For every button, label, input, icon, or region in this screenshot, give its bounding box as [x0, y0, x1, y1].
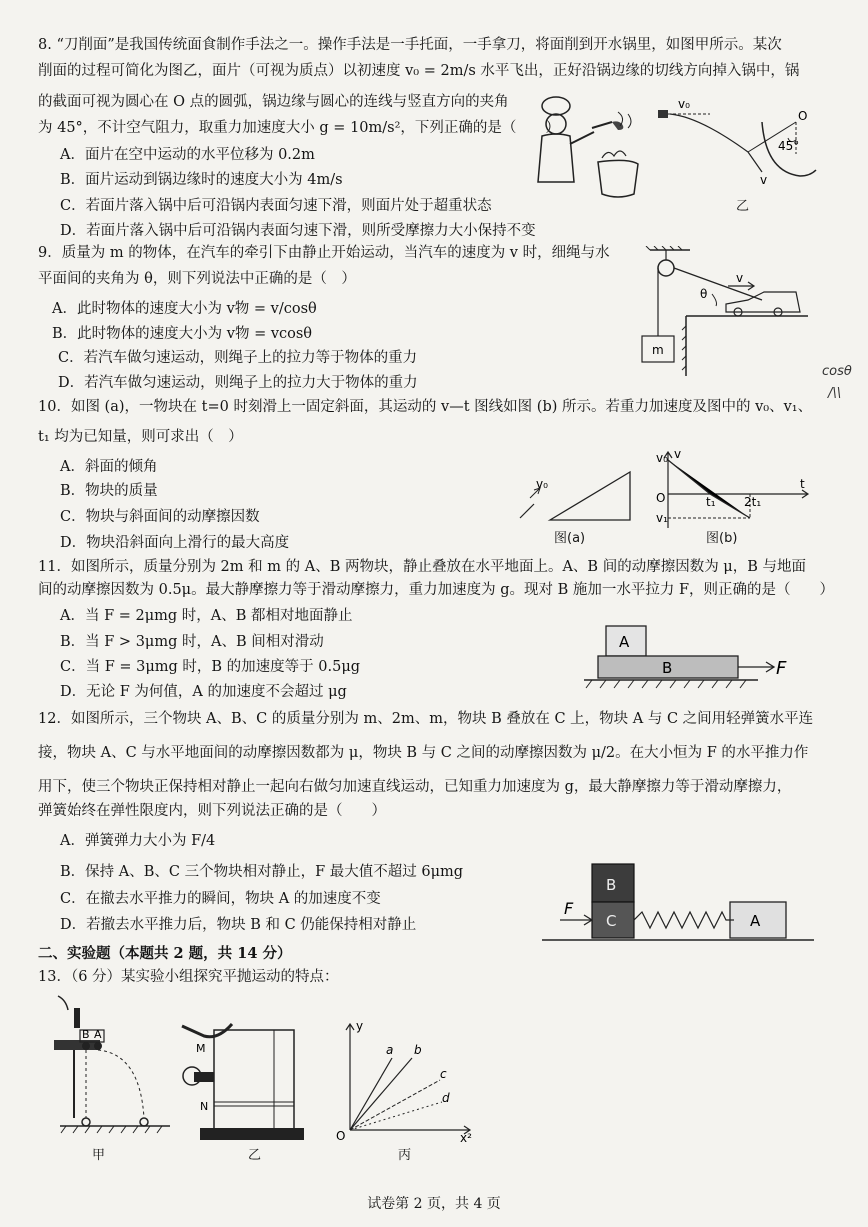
q13-caption-yi: 乙	[248, 1148, 262, 1163]
label-ball-b: B	[82, 1028, 90, 1041]
label-axis-x2: x²	[460, 1131, 472, 1144]
label-2t1: 2t₁	[744, 495, 762, 509]
label-t1: t₁	[706, 495, 716, 509]
q12-line3: 用下，使三个物块正保持相对静止一起向右做匀加速直线运动，已知重力加速度为 g，最大静摩擦力等于滑动摩擦力，	[38, 779, 792, 795]
q8-line1: 8. “刀削面”是我国传统面食制作手法之一。操作手法是一手托面，一手拿刀，将面削到开水锅里，如图甲所示。某次	[38, 37, 782, 53]
q12-option-d: D．若撤去水平推力后，物块 B 和 C 仍能保持相对静止	[60, 917, 417, 933]
label-ball-a: A	[94, 1028, 102, 1041]
label-block-b: B	[662, 659, 673, 677]
q8-caption-yi: 乙	[736, 199, 750, 214]
label-v1: v₁	[656, 511, 668, 525]
label-mass-m: m	[652, 343, 664, 357]
label-origin-bing: O	[336, 1129, 346, 1143]
label-line-c: c	[440, 1067, 447, 1081]
label-force-f: F	[776, 658, 787, 679]
q10-caption-a: 图(a)	[554, 531, 586, 546]
q12-line1: 12．如图所示，三个物块 A、B、C 的质量分别为 m、2m、m，物块 B 叠放在 C 上，物块 A 与 C 之间用轻弹簧水平连	[38, 711, 814, 727]
q8-option-a: A．面片在空中运动的水平位移为 0.2m	[60, 147, 315, 163]
q10-line2: t₁ 均为已知量，则可求出（ ）	[38, 429, 243, 445]
q10-line1: 10．如图 (a)，一物块在 t=0 时刻滑上一固定斜面，其运动的 v—t 图线如图 (b) 所示。若重力加速度及图中的 v₀、v₁、	[38, 399, 813, 415]
label-block-c12: C	[606, 912, 617, 930]
q9-line2: 平面间的夹角为 θ，则下列说法中正确的是（ ）	[38, 271, 356, 287]
label-line-a: a	[386, 1043, 394, 1057]
q8-figure-yi	[650, 92, 820, 184]
label-axis-y: y	[356, 1019, 364, 1033]
q8-line4: 为 45°，不计空气阻力，取重力加速度大小 g = 10m/s²，下列正确的是（ ）	[38, 120, 560, 136]
q10-caption-b: 图(b)	[706, 531, 738, 546]
q9-figure	[628, 246, 808, 384]
q9-option-b: B．此时物体的速度大小为 v物 = vcosθ	[52, 326, 313, 342]
label-block-b12: B	[606, 876, 617, 894]
label-n: N	[200, 1100, 209, 1113]
label-block-a: A	[619, 633, 630, 651]
q13-caption-jia: 甲	[92, 1148, 106, 1163]
q11-option-c: C．当 F = 3μmg 时，B 的加速度等于 0.5μg	[60, 659, 361, 675]
q9-option-c: C．若汽车做匀速运动，则绳子上的拉力等于物体的重力	[58, 350, 418, 366]
label-axis-v: v	[674, 448, 682, 461]
label-o: O	[798, 109, 808, 123]
label-45: 45°	[778, 139, 800, 153]
q13-figure-yi	[178, 1016, 308, 1142]
q8-line3: 的截面可视为圆心在 O 点的圆弧，锅边缘与圆心的连线与竖直方向的夹角	[38, 94, 509, 110]
q11-option-a: A．当 F = 2μmg 时，A、B 都相对地面静止	[60, 608, 353, 624]
q9-line1: 9．质量为 m 的物体，在汽车的牵引下由静止开始运动，当汽车的速度为 v 时，细绳与水	[38, 245, 610, 261]
q9-option-a: A．此时物体的速度大小为 v物 = v/cosθ	[52, 301, 317, 317]
label-force-f12: F	[564, 899, 574, 918]
label-origin: O	[656, 491, 666, 505]
q9-option-d: D．若汽车做匀速运动，则绳子上的拉力大于物体的重力	[58, 375, 418, 391]
label-fig-a-v0: v₀	[536, 477, 548, 491]
label-axis-v0: v₀	[656, 451, 668, 465]
q10-option-d: D．物块沿斜面向上滑行的最大高度	[60, 535, 290, 551]
q10-option-b: B．物块的质量	[60, 483, 158, 499]
q8-option-b: B．面片运动到锅边缘时的速度大小为 4m/s	[60, 172, 343, 188]
q10-figure-b	[648, 448, 813, 534]
section-2-heading: 二、实验题（本题共 2 题，共 14 分）	[38, 945, 292, 962]
label-v0: v₀	[678, 97, 690, 111]
q11-line1: 11．如图所示，质量分别为 2m 和 m 的 A、B 两物块，静止叠放在水平地面上。A、B 间的动摩擦因数为 μ，B 与地面	[38, 559, 806, 575]
q12-figure	[540, 858, 820, 948]
q8-line2: 削面的过程可简化为图乙，面片（可视为质点）以初速度 v₀ = 2m/s 水平飞出，正好沿锅边缘的切线方向掉入锅中，锅	[38, 63, 800, 79]
q13-caption-bing: 丙	[398, 1148, 412, 1163]
label-m: M	[196, 1042, 206, 1055]
q11-option-b: B．当 F > 3μmg 时，A、B 间相对滑动	[60, 634, 324, 650]
label-line-d: d	[442, 1091, 450, 1105]
q10-option-c: C．物块与斜面间的动摩擦因数	[60, 509, 260, 525]
q12-line2: 接，物块 A、C 与水平地面间的动摩擦因数都为 μ，物块 B 与 C 之间的动摩擦因数为 μ/2。在大小恒为 F 的水平推力作	[38, 745, 809, 761]
q12-option-a: A．弹簧弹力大小为 F/4	[60, 833, 216, 849]
q12-option-c: C．在撤去水平推力的瞬间，物块 A 的加速度不变	[60, 891, 381, 907]
label-car-v: v	[736, 271, 744, 285]
q11-line2: 间的动摩擦因数为 0.5μ。最大静摩擦力等于滑动摩擦力，重力加速度为 g。现对 B 施加一水平拉力 F，则正确的是（ ）	[38, 582, 835, 598]
label-t: t	[800, 477, 805, 491]
q13-line1: 13．（6 分）某实验小组探究平抛运动的特点：	[38, 969, 339, 985]
label-theta: θ	[700, 287, 708, 301]
q13-figure-jia	[50, 990, 180, 1140]
label-block-a12: A	[750, 912, 761, 930]
margin-note-scribble: /\\	[828, 386, 842, 401]
q13-figure-bing	[330, 1018, 480, 1144]
q8-option-d: D．若面片落入锅中后可沿锅内表面匀速下滑，则所受摩擦力大小保持不变	[60, 223, 536, 239]
q11-figure	[578, 618, 808, 694]
margin-note-cos: cosθ	[822, 364, 852, 379]
q12-option-b: B．保持 A、B、C 三个物块相对静止，F 最大值不超过 6μmg	[60, 864, 464, 880]
q12-line4: 弹簧始终在弹性限度内，则下列说法正确的是（ ）	[38, 803, 386, 819]
chef-illustration	[528, 92, 650, 200]
label-line-b: b	[414, 1043, 422, 1057]
page-footer: 试卷第 2 页，共 4 页	[367, 1196, 501, 1212]
q10-option-a: A．斜面的倾角	[60, 459, 158, 475]
q11-option-d: D．无论 F 为何值，A 的加速度不会超过 μg	[60, 684, 347, 700]
q8-option-c: C．若面片落入锅中后可沿锅内表面匀速下滑，则面片处于超重状态	[60, 198, 492, 214]
label-v: v	[760, 173, 768, 184]
q10-figure-a	[510, 470, 640, 530]
